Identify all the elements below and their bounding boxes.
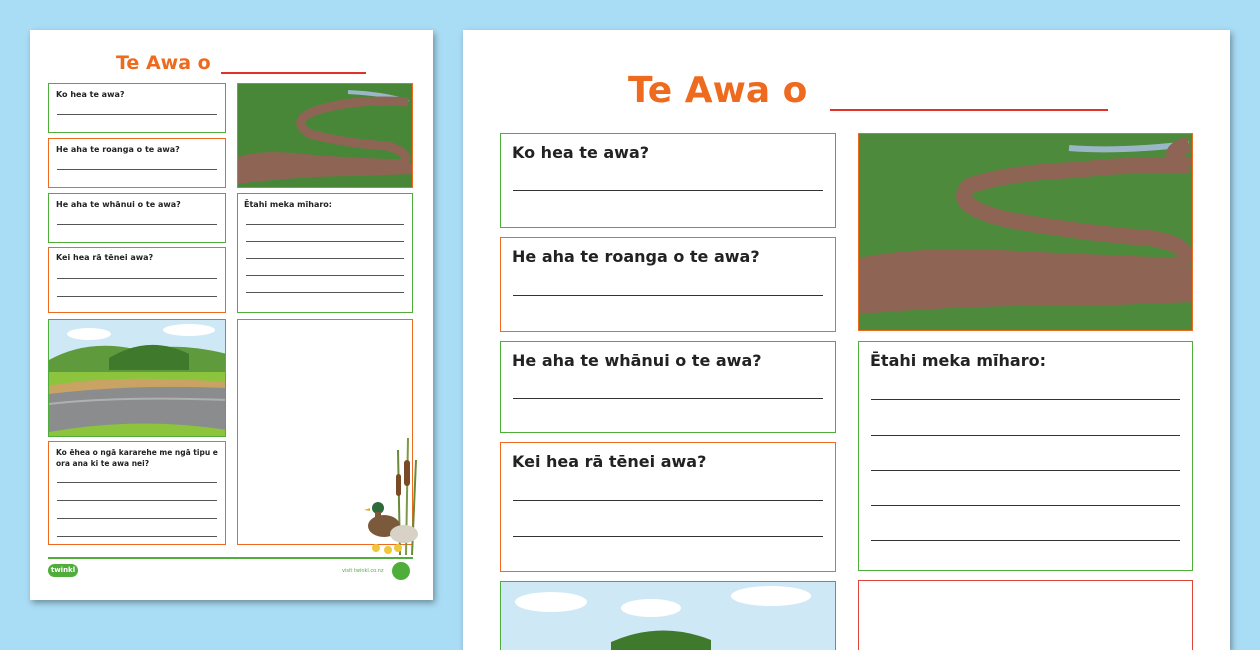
question-label: He aha te roanga o te awa? [512, 247, 760, 266]
river-landscape-image [48, 319, 226, 437]
question-box-where [500, 133, 836, 228]
question-label: He aha te roanga o te awa? [56, 145, 180, 154]
question-box-width [48, 193, 226, 243]
question-label: Ko ēhea o ngā kararehe me ngā tipu e ora ana ki te awa nei? [56, 448, 218, 468]
answer-line [871, 435, 1180, 436]
answer-line [57, 518, 217, 519]
facts-label: Ētahi meka mīharo: [870, 351, 1046, 370]
question-box-location [48, 247, 226, 313]
answer-line [57, 500, 217, 501]
question-box-location [500, 442, 836, 572]
question-label: Ko hea te awa? [512, 143, 650, 162]
question-label: He aha te whānui o te awa? [512, 351, 762, 370]
drawing-box [858, 580, 1193, 650]
facts-label: Ētahi meka mīharo: [244, 200, 332, 209]
answer-line [246, 258, 404, 259]
answer-line [57, 224, 217, 225]
facts-box [237, 193, 413, 313]
question-label: Kei hea rā tēnei awa? [56, 253, 154, 262]
answer-line [57, 169, 217, 170]
duck-illustration [362, 430, 424, 555]
answer-line [246, 241, 404, 242]
twinkl-badge-icon [392, 562, 410, 580]
question-box-length [48, 138, 226, 188]
twinkl-logo: twinkl [48, 564, 78, 577]
question-label: Ko hea te awa? [56, 90, 125, 99]
question-box-length [500, 237, 836, 332]
answer-line [513, 190, 823, 191]
answer-line [513, 398, 823, 399]
question-label: Kei hea rā tēnei awa? [512, 452, 707, 471]
aerial-river-image [858, 133, 1193, 331]
answer-line [57, 296, 217, 297]
question-box-animals [48, 441, 226, 545]
answer-line [871, 505, 1180, 506]
page-title-large [628, 70, 1108, 111]
answer-line [57, 114, 217, 115]
answer-line [871, 540, 1180, 541]
answer-line [57, 536, 217, 537]
question-label: He aha te whānui o te awa? [56, 200, 181, 209]
answer-line [871, 470, 1180, 471]
question-box-where [48, 83, 226, 133]
footer-url: visit twinkl.co.nz [342, 568, 384, 574]
worksheet-zoomed [463, 30, 1230, 650]
answer-line [246, 292, 404, 293]
answer-line [871, 399, 1180, 400]
title-blank [221, 72, 366, 74]
page-title [116, 52, 366, 74]
facts-box [858, 341, 1193, 571]
answer-line [57, 482, 217, 483]
aerial-river-image [237, 83, 413, 188]
title-blank [830, 109, 1108, 111]
answer-line [246, 275, 404, 276]
worksheet-preview-small [30, 30, 433, 600]
answer-line [57, 278, 217, 279]
title-text: Te Awa o [116, 52, 211, 74]
answer-line [513, 295, 823, 296]
question-box-width [500, 341, 836, 433]
title-text: Te Awa o [628, 70, 808, 111]
river-landscape-image [500, 581, 836, 650]
answer-line [513, 500, 823, 501]
footer-divider [48, 557, 413, 559]
answer-line [513, 536, 823, 537]
answer-line [246, 224, 404, 225]
